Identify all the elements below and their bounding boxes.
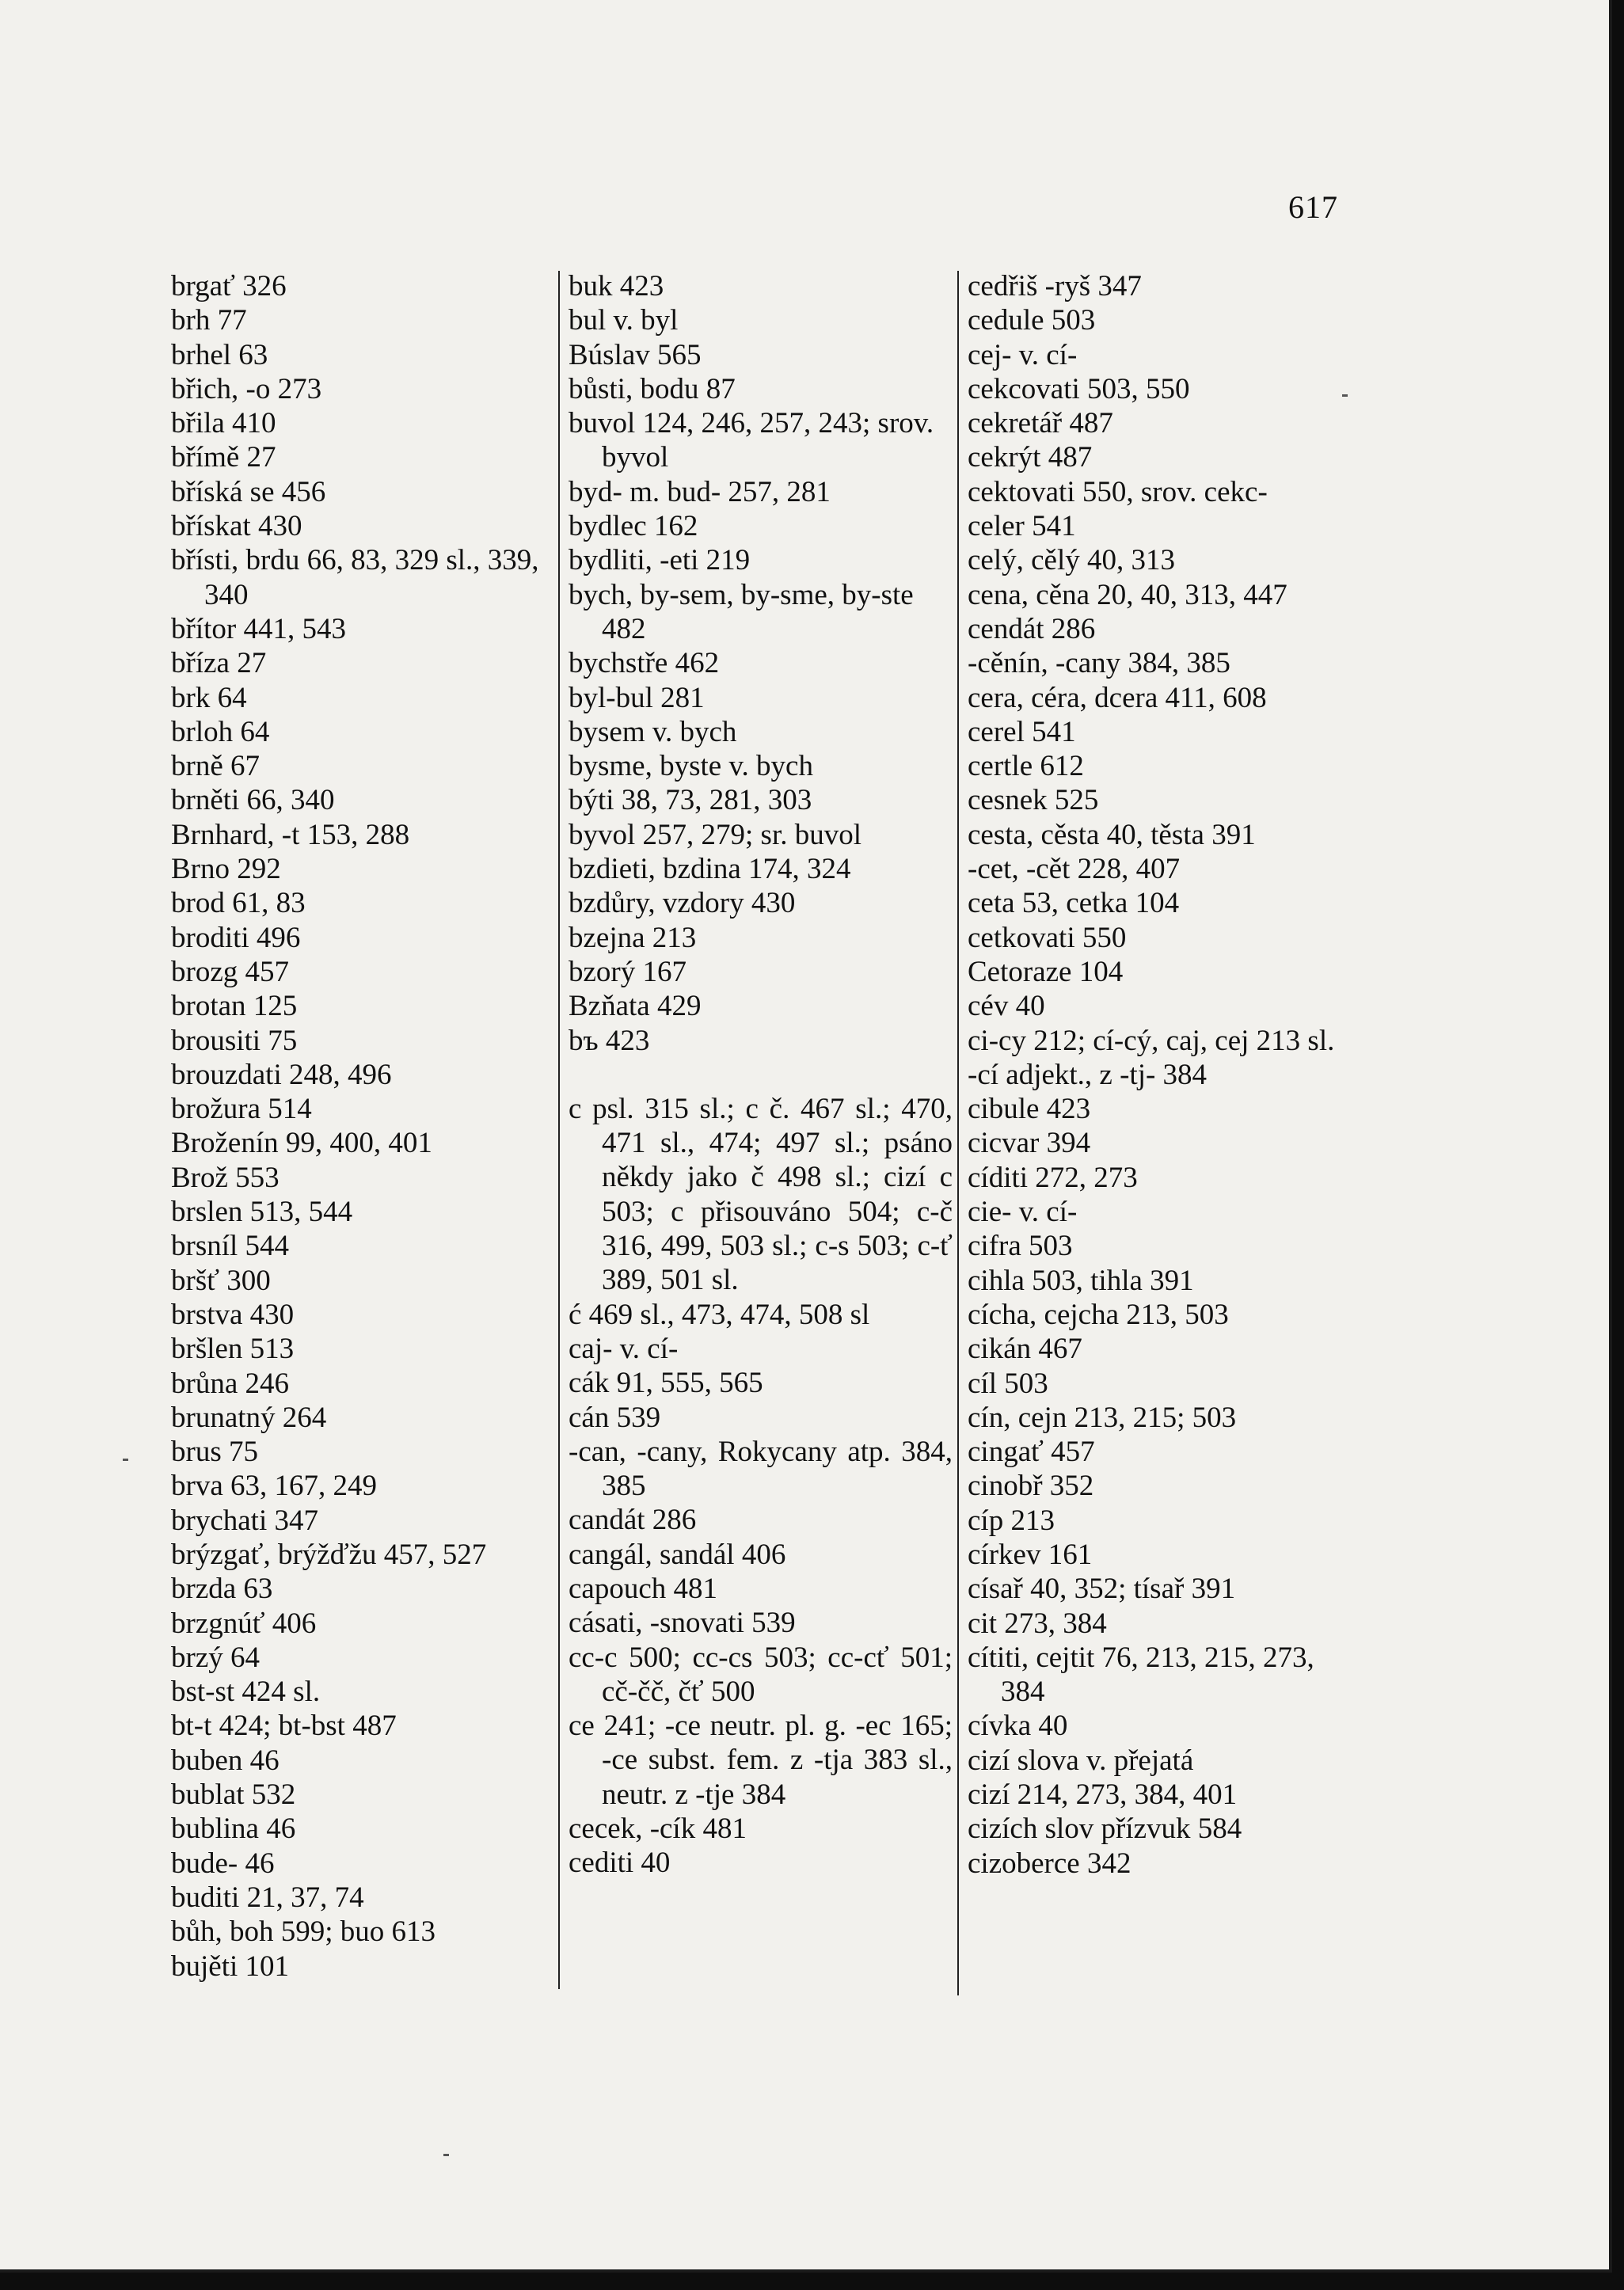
index-entry: ce 241; -ce neutr. pl. g. -ec 165; -ce subst. fem. z -tja 383 sl., neutr. z -tje 384 [569,1710,953,1811]
index-entry: břísti, brdu 66, 83, 329 sl., 339, 340 [171,544,539,611]
index-entry: caj- v. cí- [569,1332,679,1365]
index-entry: brod 61, 83 [171,887,306,920]
index-entry: certle 612 [968,750,1084,783]
index-entry: cásati, -snovati 539 [569,1607,796,1640]
index-entry: brzda 63 [171,1573,273,1606]
index-entry: -cí adjekt., z -tj- 384 [968,1058,1208,1091]
index-entry: bříza 27 [171,647,267,680]
index-entry: cák 91, 555, 565 [569,1367,763,1400]
index-entry: Brnhard, -t 153, 288 [171,818,410,851]
index-entry: Brno 292 [171,853,281,886]
index-column-2 [569,269,953,1881]
index-entry: Bzňata 429 [569,990,702,1023]
index-entry: bst-st 424 sl. [171,1676,321,1709]
index-entry: brhel 63 [171,338,268,371]
column-divider [957,271,959,1995]
index-entry: brsníl 544 [171,1230,290,1263]
index-entry: bzdůry, vzdory 430 [569,887,796,920]
index-entry: cerel 541 [968,715,1076,748]
index-entry: cc-c 500; cc-cs 503; cc-cť 501; cč-čč, čť 500 [569,1641,953,1708]
index-entry: cibule 423 [968,1093,1091,1126]
index-entry: brychati 347 [171,1504,318,1537]
index-entry: cingať 457 [968,1436,1095,1469]
index-entry: bydliti, -eti 219 [569,544,751,577]
index-column-3 [968,269,1356,1881]
index-entry: brousiti 75 [171,1024,298,1057]
index-entry: Broženín 99, 400, 401 [171,1127,432,1160]
index-entry: brk 64 [171,681,247,714]
index-entry: brozg 457 [171,955,289,988]
index-entry: Búslav 565 [569,338,702,371]
index-entry: cíditi 272, 273 [968,1161,1138,1194]
index-entry: bude- 46 [171,1847,275,1880]
index-entry: cesnek 525 [968,784,1099,817]
index-entry: brouzdati 248, 496 [171,1058,392,1091]
index-entry: brus 75 [171,1436,258,1469]
index-entry: brotan 125 [171,990,298,1023]
column-divider [558,271,560,1989]
index-entry: cekcovati 503, 550 [968,372,1190,405]
index-entry: ceta 53, cetka 104 [968,887,1180,920]
index-entry: candát 286 [569,1504,697,1537]
index-entry: bublina 46 [171,1813,296,1846]
index-entry: cifra 503 [968,1230,1073,1263]
page-number: 617 [1288,189,1338,225]
index-entry: břímě 27 [171,441,276,474]
index-entry: cíl 503 [968,1367,1048,1400]
index-entry: cizí slova v. přejatá [968,1744,1194,1777]
index-entry: bzorý 167 [569,955,686,988]
index-entry: bychstře 462 [569,647,720,680]
index-entry: brýzgať, brýžďžu 457, 527 [171,1538,487,1571]
index-entry: bůsti, bodu 87 [569,372,736,405]
index-entry: brzgnúť 406 [171,1607,317,1640]
index-entry: bzdieti, bzdina 174, 324 [569,853,851,886]
index-entry: capouch 481 [569,1572,718,1605]
index-entry: církev 161 [968,1538,1093,1571]
index-entry: cecek, -cík 481 [569,1813,747,1846]
index-entry: cera, céra, dcera 411, 608 [968,681,1267,714]
index-entry: cán 539 [569,1401,661,1434]
index-entry: brh 77 [171,304,247,337]
index-entry: bych, by-sem, by-sme, by-ste 482 [569,578,914,645]
index-entry: cizích slov přízvuk 584 [968,1813,1242,1846]
index-entry: břila 410 [171,407,276,440]
index-entry: břítor 441, 543 [171,612,346,645]
index-entry: cekretář 487 [968,407,1113,440]
index-entry: cendát 286 [968,612,1096,645]
index-entry: bzejna 213 [569,921,697,954]
index-entry: cej- v. cí- [968,338,1078,371]
index-entry: brožura 514 [171,1093,312,1126]
index-entry: cektovati 550, srov. cekc- [968,475,1268,508]
index-entry: brstva 430 [171,1298,295,1331]
index-entry: cangál, sandál 406 [569,1538,786,1571]
index-entry: bršť 300 [171,1264,271,1297]
index-entry: broditi 496 [171,921,301,954]
index-entry: byd- m. bud- 257, 281 [569,475,831,508]
index-entry: brzý 64 [171,1641,260,1674]
index-entry: cediti 40 [569,1847,671,1880]
index-entry: brůna 246 [171,1367,289,1400]
index-entry: bysem v. bych [569,715,737,748]
index-entry: ci-cy 212; cí-cý, caj, cej 213 sl. [968,1024,1335,1057]
stray-mark [123,1459,128,1461]
index-entry: císař 40, 352; tísař 391 [968,1573,1236,1606]
index-entry: cizoberce 342 [968,1847,1131,1880]
index-entry: cín, cejn 213, 215; 503 [968,1401,1237,1434]
index-entry: c psl. 315 sl.; c č. 467 sl.; 470, 471 sl., 474; 497 sl.; psáno někdy jako č 498 sl.; cizí c 503; c přisouváno 504; c-č 316, 499, 503 sl.; c-s 503; c-ť 389, 501 sl. [569,1092,953,1297]
index-entry: celer 541 [968,510,1076,543]
index-entry: břich, -o 273 [171,372,322,405]
index-entry: cícha, cejcha 213, 503 [968,1298,1229,1331]
index-entry: buben 46 [171,1744,280,1777]
index-entry: býti 38, 73, 281, 303 [569,784,812,817]
index-entry: bříská se 456 [171,475,326,508]
index-entry: cekrýt 487 [968,441,1093,474]
index-entry: brněti 66, 340 [171,784,335,817]
index-entry: -can, -cany, Rokycany atp. 384, 385 [569,1435,953,1503]
index-entry: bul v. byl [569,304,679,337]
index-entry: bъ 423 [569,1024,650,1057]
index-entry: cizí 214, 273, 384, 401 [968,1778,1238,1812]
index-entry: -cěnín, -cany 384, 385 [968,647,1230,680]
index-entry: brunatný 264 [171,1401,327,1434]
index-entry: cesta, cěsta 40, těsta 391 [968,818,1256,851]
index-entry: cítiti, cejtit 76, 213, 215, 273, 384 [968,1641,1314,1709]
index-entry: cíp 213 [968,1504,1055,1537]
index-entry: Cetoraze 104 [968,955,1124,988]
index-entry: cedule 503 [968,304,1096,337]
index-column-1 [171,269,543,1984]
index-entry: ć 469 sl., 473, 474, 508 sl [569,1298,870,1331]
section-gap [569,1058,953,1092]
index-entry: cívka 40 [968,1710,1068,1743]
index-entry: cetkovati 550 [968,921,1127,954]
index-entry: cit 273, 384 [968,1607,1107,1640]
index-entry: bydlec 162 [569,510,698,543]
index-entry: břískat 430 [171,510,302,543]
index-entry: brně 67 [171,750,260,783]
index-entry: buvol 124, 246, 257, 243; srov. byvol [569,407,934,474]
index-entry: brva 63, 167, 249 [171,1470,377,1503]
index-entry: brloh 64 [171,715,270,748]
index-entry: cév 40 [968,990,1045,1023]
stray-mark [1342,394,1348,397]
index-entry: buditi 21, 37, 74 [171,1881,364,1914]
stray-mark [443,2154,449,2156]
index-entry: cinobř 352 [968,1470,1094,1503]
index-entry: bujěti 101 [171,1950,290,1983]
index-entry: bublat 532 [171,1778,296,1812]
index-entry: bt-t 424; bt-bst 487 [171,1710,397,1743]
index-entry: byvol 257, 279; sr. buvol [569,818,862,851]
index-entry: celý, cělý 40, 313 [968,544,1175,577]
index-entry: byl-bul 281 [569,681,705,714]
index-entry: cena, cěna 20, 40, 313, 447 [968,578,1287,611]
index-entry: bůh, boh 599; buo 613 [171,1915,436,1949]
index-entry: buk 423 [569,270,664,302]
index-entry: cie- v. cí- [968,1196,1078,1229]
index-entry: brslen 513, 544 [171,1196,353,1229]
index-entry: cikán 467 [968,1333,1082,1366]
index-entry: Brož 553 [171,1161,280,1194]
index-entry: cihla 503, tihla 391 [968,1264,1194,1297]
index-entry: cedřiš -ryš 347 [968,270,1142,302]
index-entry: cicvar 394 [968,1127,1091,1160]
index-entry: bršlen 513 [171,1333,295,1366]
index-entry: brgať 326 [171,270,287,302]
index-entry: bysme, byste v. bych [569,750,813,783]
index-entry: -cet, -cět 228, 407 [968,853,1181,886]
